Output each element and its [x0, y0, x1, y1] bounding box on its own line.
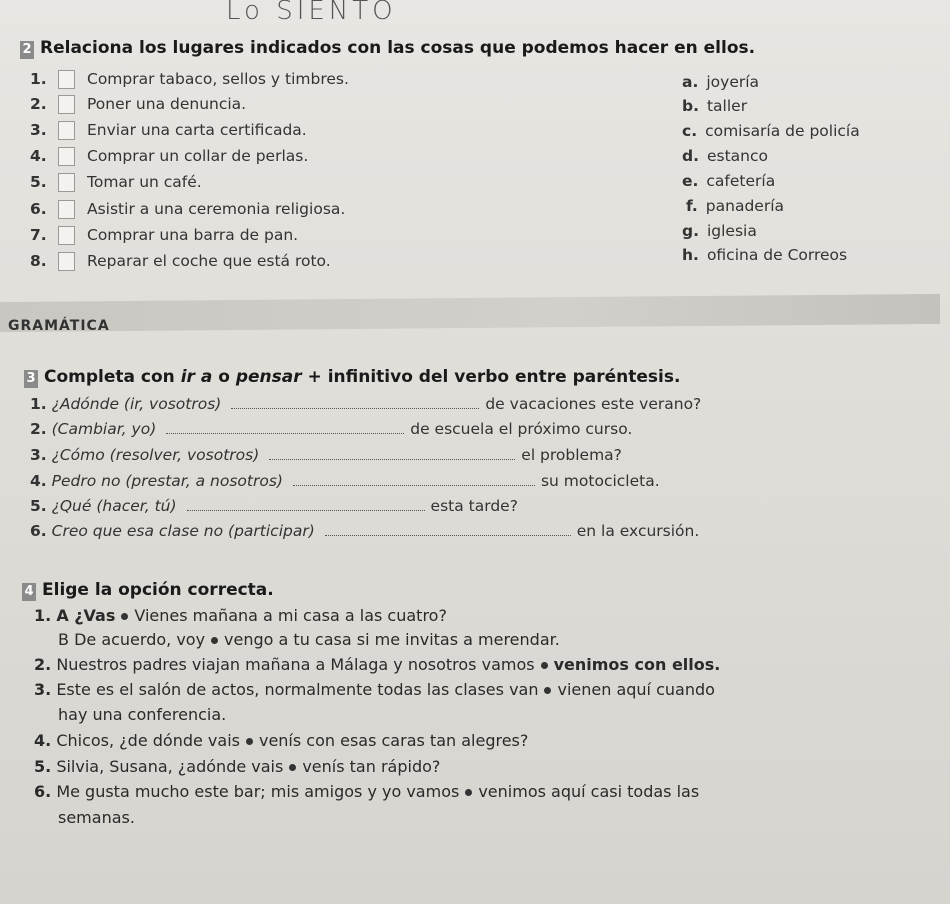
ex2-item	[30, 252, 331, 271]
ex4-line-5	[34, 757, 440, 776]
ex3-title-d: pensar	[235, 367, 302, 387]
ex2-place-letter: b.	[682, 97, 699, 115]
ex2-place-letter: d.	[682, 147, 699, 165]
ex4-opt-1c[interactable]: B De acuerdo, voy	[58, 630, 206, 649]
ex2-place-letter: e.	[682, 172, 699, 190]
answer-blank[interactable]	[231, 396, 479, 409]
ex4-num-2: 2.	[34, 655, 52, 674]
ex2-place	[686, 197, 784, 215]
ex2-place	[682, 246, 847, 264]
ex3-item-number: 1.	[30, 395, 47, 413]
ex3-title-e: + infinitivo del verbo entre paréntesis.	[301, 367, 681, 387]
ex2-place-text: joyería	[706, 73, 760, 91]
ex3-item	[30, 420, 632, 438]
answer-blank[interactable]	[325, 523, 571, 536]
ex3-item-rest: en la excursión.	[576, 522, 700, 540]
ex2-item	[30, 121, 307, 140]
ex3-item-prompt: ¿Qué (hacer, tú)	[51, 497, 177, 515]
ex2-place	[682, 97, 747, 115]
ex4-num-5: 5.	[34, 757, 52, 776]
ex4-num-1: 1.	[34, 606, 52, 625]
ex2-item	[30, 173, 202, 192]
ex2-item-text: Comprar tabaco, sellos y timbres.	[87, 70, 349, 88]
answer-blank[interactable]	[166, 421, 404, 434]
ex2-place-text: estanco	[706, 147, 769, 165]
bullet-icon	[289, 764, 296, 771]
bullet-icon	[544, 687, 551, 694]
ex2-place-text: comisaría de policía	[705, 122, 860, 140]
ex2-item	[30, 95, 246, 114]
ex3-item-number: 5.	[30, 497, 47, 515]
ex3-heading	[24, 367, 680, 388]
ex2-place	[682, 147, 768, 165]
ex3-item-prompt: Pedro no (prestar, a nosotros)	[51, 472, 283, 490]
section-band	[0, 294, 940, 332]
ex3-item-number: 3.	[30, 446, 47, 464]
ex4-line-3b: hay una conferencia.	[58, 705, 227, 724]
ex2-place-letter: f.	[686, 197, 698, 215]
ex3-title-b: ir a	[180, 367, 213, 387]
ex2-item-text: Asistir a una ceremonia religiosa.	[87, 200, 346, 218]
ex2-item	[30, 226, 298, 245]
ex3-item	[30, 472, 660, 490]
answer-blank[interactable]	[187, 498, 425, 511]
ex2-item-text: Reparar el coche que está roto.	[87, 252, 331, 270]
answer-checkbox[interactable]	[58, 70, 75, 89]
ex3-item	[30, 446, 622, 464]
ex4-num-6: 6.	[34, 782, 52, 801]
ex4-line-6	[34, 782, 699, 801]
ex2-item-number: 1.	[30, 70, 47, 88]
ex2-item-number: 5.	[30, 173, 47, 191]
ex3-item-prompt: ¿Cómo (resolver, vosotros)	[51, 446, 260, 464]
ex4-opt-6b[interactable]: venimos aquí casi todas las	[478, 782, 700, 801]
ex3-title-a: Completa con	[44, 367, 181, 387]
ex3-item-number: 2.	[30, 420, 47, 438]
ex2-place-text: cafetería	[706, 172, 776, 190]
ex3-number-badge: 3	[24, 370, 38, 388]
ex3-title-c: o	[212, 367, 236, 387]
answer-checkbox[interactable]	[58, 252, 75, 271]
ex4-opt-6a[interactable]: Me gusta mucho este bar; mis amigos y yo vamos	[56, 782, 460, 801]
ex2-place-text: oficina de Correos	[706, 246, 848, 264]
ex4-line-2	[34, 655, 720, 674]
ex2-item-text: Comprar un collar de perlas.	[87, 147, 309, 165]
ex2-item-number: 2.	[30, 95, 47, 113]
ex4-opt-4a[interactable]: Chicos, ¿de dónde vais	[56, 731, 240, 750]
ex2-item-text: Tomar un café.	[87, 173, 202, 191]
ex2-place-text: taller	[706, 97, 748, 115]
ex4-opt-3b[interactable]: vienen aquí cuando	[557, 680, 715, 699]
ex3-item-rest: de vacaciones este verano?	[485, 395, 702, 413]
ex2-place	[682, 222, 757, 240]
ex4-opt-1d[interactable]: vengo a tu casa si me invitas a merendar.	[224, 630, 560, 649]
answer-blank[interactable]	[293, 473, 535, 486]
answer-checkbox[interactable]	[58, 147, 75, 166]
ex3-item	[30, 497, 518, 515]
ex2-item-text: Enviar una carta certificada.	[87, 121, 307, 139]
answer-checkbox[interactable]	[58, 173, 75, 192]
ex2-place-text: iglesia	[706, 222, 757, 240]
ex2-item-number: 6.	[30, 200, 47, 218]
handwritten-note: Lo SIENTO	[226, 0, 397, 26]
ex2-item	[30, 147, 308, 166]
ex3-item-rest: el problema?	[521, 446, 622, 464]
bullet-icon	[465, 789, 472, 796]
ex4-num-4: 4.	[34, 731, 52, 750]
ex2-number-badge: 2	[20, 41, 34, 59]
section-title: GRAMÁTICA	[8, 318, 110, 334]
ex3-item-rest: de escuela el próximo curso.	[410, 420, 633, 438]
bullet-icon	[121, 613, 128, 620]
ex2-place	[682, 172, 775, 190]
answer-blank[interactable]	[269, 447, 515, 460]
ex3-item	[30, 395, 701, 413]
ex2-item-number: 3.	[30, 121, 47, 139]
ex4-opt-2a[interactable]: Nuestros padres viajan mañana a Málaga y nosotros vamos	[56, 655, 535, 674]
ex3-item-number: 6.	[30, 522, 47, 540]
ex2-place-letter: c.	[682, 122, 698, 140]
ex4-line-3	[34, 680, 715, 699]
ex4-title: Elige la opción correcta.	[42, 580, 274, 600]
ex4-opt-5b[interactable]: venís tan rápido?	[302, 757, 441, 776]
ex2-item-number: 7.	[30, 226, 47, 244]
answer-checkbox[interactable]	[58, 95, 75, 114]
ex2-item	[30, 200, 345, 219]
answer-checkbox[interactable]	[58, 121, 75, 140]
ex3-item	[30, 522, 699, 540]
ex4-number-badge: 4	[22, 583, 36, 601]
ex4-opt-1b[interactable]: Vienes mañana a mi casa a las cuatro?	[134, 606, 447, 625]
ex3-item-prompt: (Cambiar, yo)	[51, 420, 157, 438]
ex2-item-text: Poner una denuncia.	[87, 95, 247, 113]
ex2-place-letter: g.	[682, 222, 699, 240]
ex2-heading	[20, 38, 755, 59]
ex2-place-letter: h.	[682, 246, 699, 264]
ex3-item-number: 4.	[30, 472, 47, 490]
bullet-icon	[541, 662, 548, 669]
ex3-item-prompt: ¿Adónde (ir, vosotros)	[51, 395, 222, 413]
ex4-opt-3a[interactable]: Este es el salón de actos, normalmente todas las clases van	[56, 680, 539, 699]
ex2-item-number: 4.	[30, 147, 47, 165]
ex4-line-4	[34, 731, 528, 750]
answer-checkbox[interactable]	[58, 226, 75, 245]
ex2-item-text: Comprar una barra de pan.	[87, 226, 299, 244]
ex4-opt-4b[interactable]: venís con esas caras tan alegres?	[258, 731, 529, 750]
bullet-icon	[246, 738, 253, 745]
ex2-place-text: panadería	[705, 197, 785, 215]
ex3-item-rest: su motocicleta.	[540, 472, 660, 490]
ex2-item-number: 8.	[30, 252, 47, 270]
ex4-opt-5a[interactable]: Silvia, Susana, ¿adónde vais	[56, 757, 284, 776]
ex4-line-6b: semanas.	[58, 808, 135, 827]
ex4-heading	[22, 580, 274, 601]
ex3-item-prompt: Creo que esa clase no (participar)	[51, 522, 315, 540]
ex4-opt-2b[interactable]: venimos con ellos.	[553, 655, 721, 674]
answer-checkbox[interactable]	[58, 200, 75, 219]
ex2-item	[30, 70, 349, 89]
ex2-place	[682, 73, 759, 91]
ex4-line-1b	[58, 630, 560, 649]
ex4-num-3: 3.	[34, 680, 52, 699]
ex4-opt-1a[interactable]: A ¿Vas	[56, 606, 116, 625]
ex2-place	[682, 122, 860, 140]
bullet-icon	[211, 637, 218, 644]
ex3-item-rest: esta tarde?	[430, 497, 518, 515]
ex2-place-letter: a.	[682, 73, 699, 91]
ex4-line-1	[34, 606, 447, 625]
ex2-title: Relaciona los lugares indicados con las cosas que podemos hacer en ellos.	[40, 38, 756, 58]
